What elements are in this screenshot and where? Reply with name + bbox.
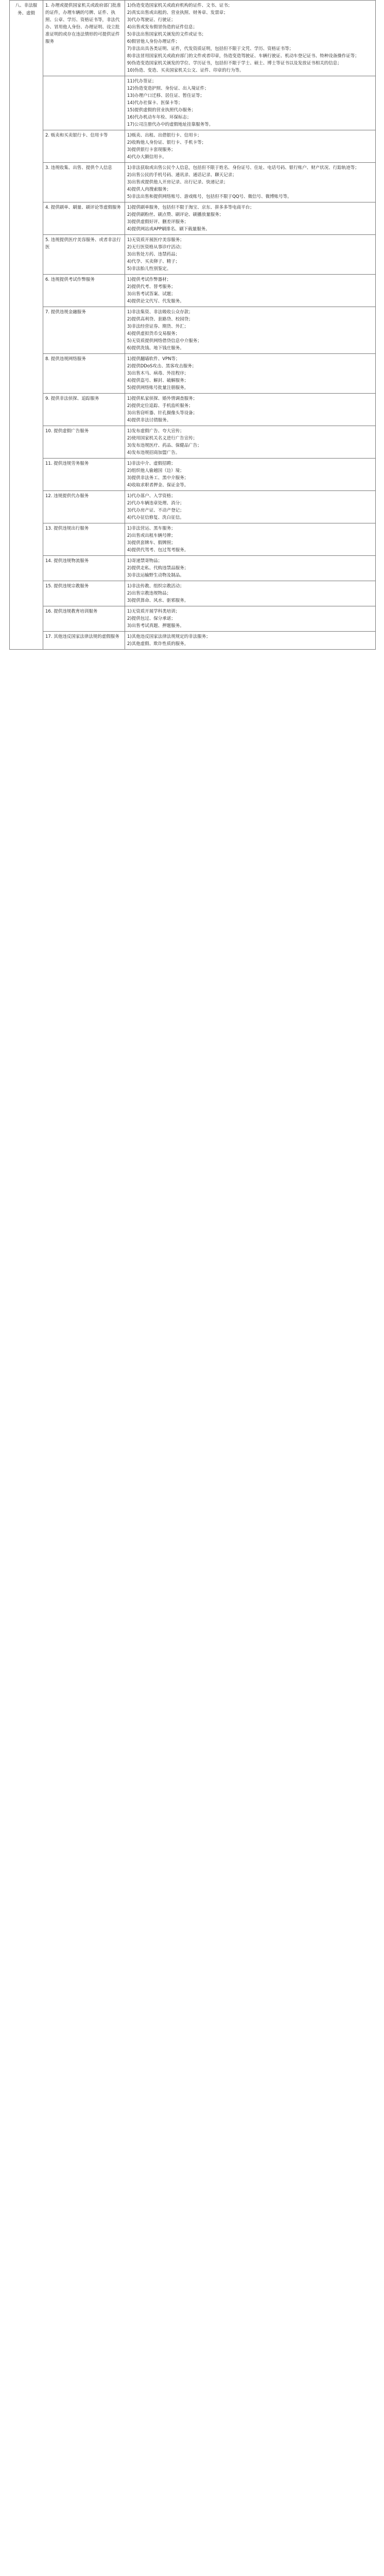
description-cell xyxy=(125,426,376,459)
description-cell xyxy=(125,76,376,130)
item-cell: 14. 提供违规物流服务 xyxy=(43,556,125,581)
description-line: 1)寄递禁寄物品； xyxy=(127,558,163,564)
description-line: 5)提供网络账号批量注册服务。 xyxy=(127,385,189,391)
description-line: 5)无资质提供网络借贷信息中介服务； xyxy=(127,338,202,344)
item-cell: 6. 违规提供考试作弊服务 xyxy=(43,275,125,307)
description-line: 10)伪造、变造、买卖国家机关公文、证件、印章的行为等。 xyxy=(127,68,244,73)
description-line: 7)非法出具各类证明、证件，代发资质证明，包括但不限于文凭、学历、资格证书等； xyxy=(127,46,294,52)
table-row xyxy=(10,459,376,491)
table-row xyxy=(10,275,376,307)
description-line: 1)非法集资、非法吸收公众存款； xyxy=(127,310,193,315)
description-line: 1)非法营运、黑车服务； xyxy=(127,526,176,531)
description-cell xyxy=(125,235,376,275)
item-cell: 2. 贩卖和买卖银行卡、信用卡等 xyxy=(43,130,125,163)
description-line: 4)提供网站或APP刷排名、刷下载量服务。 xyxy=(127,227,210,232)
description-line: 4)代办大额信用卡。 xyxy=(127,155,167,160)
description-line: 6)假冒他人身份办理证件； xyxy=(127,39,180,44)
table-row xyxy=(10,76,376,130)
table-row xyxy=(10,130,376,163)
document xyxy=(9,0,376,650)
description-line: 4)提供虚拟货币交易服务； xyxy=(127,331,180,336)
item-cell: 10. 提供虚假广告服务 xyxy=(43,426,125,459)
description-cell xyxy=(125,202,376,235)
description-line: 1)代办落户、入学资格； xyxy=(127,494,176,499)
description-line: 13)办理户口迁移、居住证、暂住证等； xyxy=(127,93,205,98)
description-line: 4)提供代驾考、包过驾考服务。 xyxy=(127,548,189,553)
item-cell: 5. 违规提供医疗美容服务、或者非法行医 xyxy=(43,235,125,275)
description-line: 2)提供DDoS攻击、黑客攻击服务； xyxy=(127,364,197,369)
description-line: 9)伪造变造国家机关颁发的学位、学历证书，包括但不限于学士、硕士、博士等证书以及发放证书相关的信息； xyxy=(127,61,342,66)
description-line: 4)代孕、买卖卵子、精子； xyxy=(127,259,180,264)
table-row xyxy=(10,1,376,76)
description-line: 4)提供人肉搜索服务； xyxy=(127,187,171,192)
description-line: 11)代办签证； xyxy=(127,79,156,84)
description-line: 2)代办车辆违章处理、消分； xyxy=(127,501,184,506)
description-line: 1)提供翻墙软件、VPN等； xyxy=(127,357,180,362)
item-cell: 13. 提供违规出行服务 xyxy=(43,523,125,556)
description-cell xyxy=(125,556,376,581)
category-cell: 八、非法服务、虚假 xyxy=(10,1,43,650)
description-line: 3)代办驾驶证、行驶证； xyxy=(127,18,176,23)
description-line: 4)提供论文代写、代发服务。 xyxy=(127,299,184,304)
item-cell: 17. 其他违反国家法律法规的虚假服务 xyxy=(43,632,125,650)
description-cell xyxy=(125,394,376,426)
item-cell: 9. 提供非法侦探、追踪服务 xyxy=(43,394,125,426)
description-line: 2)无行医资格从事诊疗活动； xyxy=(127,245,184,250)
description-line: 2)使用国家机关名义进行广告宣传； xyxy=(127,436,198,441)
description-line: 3)提供非法务工、黑中介服务； xyxy=(127,476,189,481)
description-line: 1)提供私家侦探、婚外情调查服务； xyxy=(127,396,198,401)
table-row xyxy=(10,523,376,556)
description-line: 4)代办征信修复、洗白征信。 xyxy=(127,515,184,520)
item-cell: 8. 提供违规网络服务 xyxy=(43,354,125,394)
description-cell xyxy=(125,523,376,556)
table-row xyxy=(10,632,376,650)
table-row xyxy=(10,354,376,394)
description-line: 3)出售处方药、违禁药品； xyxy=(127,252,180,257)
description-line: 2)真实出售或出租的、营业执照、财务章、发票章； xyxy=(127,10,228,15)
description-line: 1)无资质开展学科类培训； xyxy=(127,609,180,614)
item-cell: 12. 违规提供代办服务 xyxy=(43,491,125,523)
description-line: 4)提供非法讨债服务。 xyxy=(127,418,171,423)
description-line: 1)非法传教、组织宗教活动； xyxy=(127,584,184,589)
description-cell xyxy=(125,130,376,163)
description-line: 2)其他虚假、欺诈性质的服务。 xyxy=(127,641,189,647)
table-row xyxy=(10,426,376,459)
description-line: 6)提供洗钱、地下钱庄服务。 xyxy=(127,346,184,351)
description-line: 3)出售考试答案、试题； xyxy=(127,292,176,297)
description-line: 2)出售宗教违规物品； xyxy=(127,591,171,596)
item-cell: 7. 提供违规金融服务 xyxy=(43,307,125,354)
description-cell xyxy=(125,581,376,606)
description-line: 3)非法经营证券、期货、外汇； xyxy=(127,324,189,329)
description-line: 3)提供银行卡套现服务； xyxy=(127,147,176,152)
description-line: 5)非法出售国家机关颁发的文件或证书； xyxy=(127,32,206,37)
description-line: 3)代办房产证、不动产登记； xyxy=(127,508,184,513)
item-cell: 3. 违规收集、出售、提供个人信息 xyxy=(43,163,125,202)
description-line: 3)提供套牌车、假牌照； xyxy=(127,540,176,546)
table-row xyxy=(10,491,376,523)
table-row xyxy=(10,606,376,632)
description-line: 3)出售窃听器、针孔摄像头等设备； xyxy=(127,411,198,416)
description-line: 1)伪造变造国家机关或政府机构的证件、文书、证书； xyxy=(127,3,233,8)
item-cell xyxy=(43,76,125,130)
description-line: 2)提供刷粉丝、刷点赞、刷评论、刷播放量服务； xyxy=(127,212,224,217)
description-line: 2)提供定位追踪、手机监听服务； xyxy=(127,403,193,409)
description-line: 4)提供盗号、解封、破解服务； xyxy=(127,378,189,383)
description-cell xyxy=(125,1,376,76)
description-line: 1)发布虚假广告、夸大宣传； xyxy=(127,429,184,434)
rules-table xyxy=(9,0,376,650)
description-line: 2)提供走私、代购违禁品服务； xyxy=(127,566,189,571)
table-row xyxy=(10,394,376,426)
description-line: 3)提供算命、风水、驱邪服务。 xyxy=(127,598,189,603)
description-line: 1)非法获取或出售公民个人信息，包括但不限于姓名、身份证号、住址、电话号码、银行账户、财产状况、行踪轨迹等； xyxy=(127,165,359,171)
description-line: 1)提供刷单服务，包括但不限于淘宝、京东、拼多多等电商平台； xyxy=(127,205,254,210)
description-line: 3)提供虚假好评、删差评服务； xyxy=(127,219,189,225)
description-cell xyxy=(125,354,376,394)
description-line: 8)非法冒用国家机关或政府部门的文件或者印章，伪造变造驾驶证、车辆行驶证、机动车登记证书、特种设备操作证等； xyxy=(127,54,359,59)
description-cell xyxy=(125,606,376,632)
description-line: 4)收取求职者押金、保证金等。 xyxy=(127,483,189,488)
description-line: 2)收购他人身份证、银行卡、手机卡等； xyxy=(127,140,206,145)
description-line: 2)出售或出租车辆号牌； xyxy=(127,533,176,538)
description-line: 5)非法胎儿性别鉴定。 xyxy=(127,266,171,272)
description-cell xyxy=(125,163,376,202)
item-cell: 11. 提供违规劳务服务 xyxy=(43,459,125,491)
item-cell: 15. 提供违规宗教服务 xyxy=(43,581,125,606)
table-row xyxy=(10,581,376,606)
description-line: 2)组织他人偷越国（边）境； xyxy=(127,468,184,473)
item-cell: 1. 办理或提供国家机关或政府部门批准的证件，办理车辆的号牌、证件、执照、公章、学历、资格证书等，非法代办、冒用他人身份、办理证明、设立批准证明的或存在违法情形的可提供证件服务 xyxy=(43,1,125,76)
description-cell xyxy=(125,491,376,523)
item-cell: 16. 提供违规教育培训服务 xyxy=(43,606,125,632)
table-row xyxy=(10,202,376,235)
item-cell: 4. 提供刷单、刷量、刷评论等虚假服务 xyxy=(43,202,125,235)
description-line: 2)提供高利贷、套路贷、校园贷； xyxy=(127,317,193,322)
description-line: 1)提供考试作弊器材； xyxy=(127,277,171,282)
description-line: 12)伪造变造护照、身份证、出入境证件； xyxy=(127,86,209,91)
table-row xyxy=(10,235,376,275)
description-line: 1)贩卖、出租、出借银行卡、信用卡； xyxy=(127,133,202,138)
description-line: 3)出售考试真题、押题服务。 xyxy=(127,623,184,629)
description-line: 3)发布违规医疗、药品、保健品广告； xyxy=(127,443,202,448)
description-line: 4)出售或发布假冒伪造的证件信息； xyxy=(127,25,198,30)
table-row xyxy=(10,307,376,354)
description-line: 1)其他违反国家法律法规规定的非法服务； xyxy=(127,634,211,639)
description-cell xyxy=(125,459,376,491)
description-line: 1)非法中介、虚假招聘； xyxy=(127,461,176,466)
description-cell xyxy=(125,307,376,354)
description-line: 3)非法运输野生动物及制品。 xyxy=(127,573,184,578)
description-line: 2)提供代考、替考服务； xyxy=(127,284,176,290)
description-line: 2)提供包过、保分承诺； xyxy=(127,616,176,621)
description-cell xyxy=(125,632,376,650)
table-row xyxy=(10,163,376,202)
description-line: 17)公司注册代办中的虚假地址挂靠服务等。 xyxy=(127,122,214,127)
description-line: 5)非法出售和提供网络账号、游戏账号，包括但不限于QQ号、微信号、微博账号等。 xyxy=(127,194,292,199)
description-line: 14)代办社保卡、医保卡等； xyxy=(127,100,183,106)
description-line: 1)无资质开展医疗美容服务； xyxy=(127,238,184,243)
description-line: 4)发布违规招商加盟广告。 xyxy=(127,450,180,455)
description-line: 2)出售公民的手机号码、通讯录、通话记录、聊天记录； xyxy=(127,173,237,178)
description-line: 16)代办机动车年检、环保标志； xyxy=(127,115,191,120)
table-row xyxy=(10,556,376,581)
description-line: 15)提供虚假的营业执照代办服务； xyxy=(127,108,196,113)
description-line: 3)出售或提供他人开房记录、出行记录、快递记录； xyxy=(127,180,228,185)
description-line: 3)出售木马、病毒、外挂程序； xyxy=(127,371,189,376)
description-cell xyxy=(125,275,376,307)
